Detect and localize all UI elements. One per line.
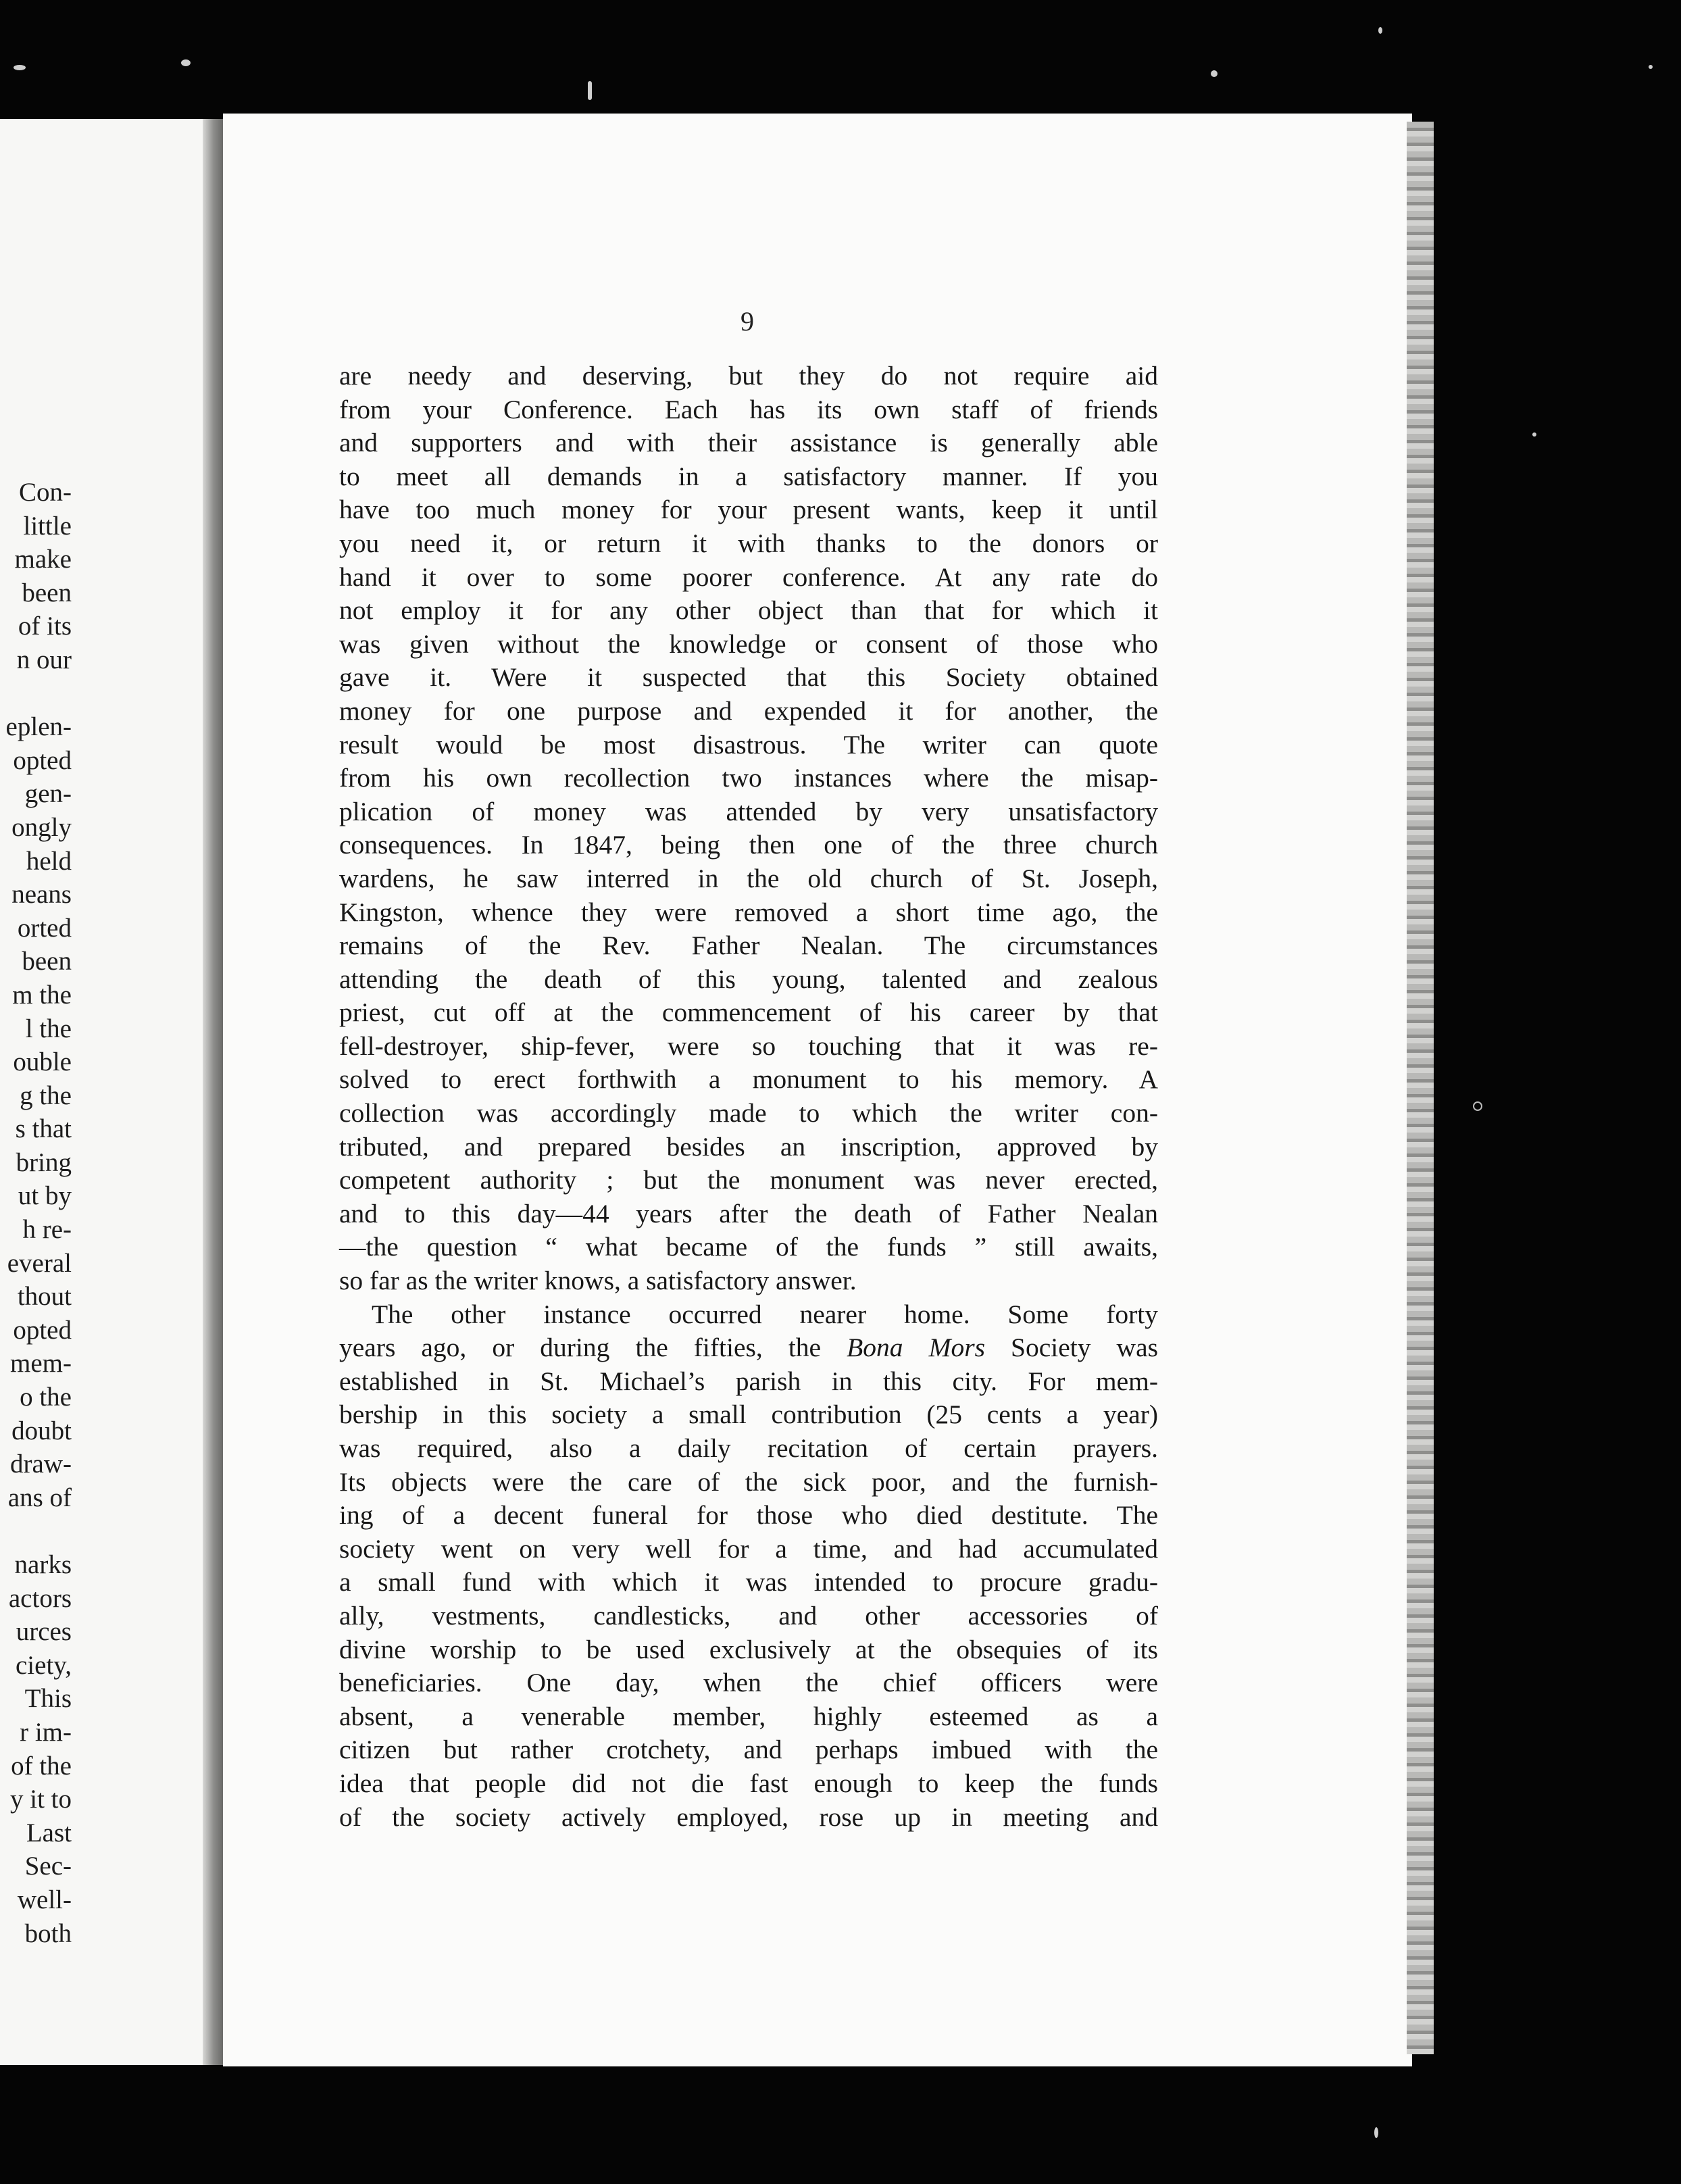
- text-line: result would be most disastrous. The writer can quote: [339, 729, 1158, 760]
- text-line: beneficiaries. One day, when the chief officers were: [339, 1668, 1158, 1698]
- text-line: absent, a venerable member, highly esteemed as a: [339, 1701, 1158, 1731]
- text-line: plication of money was attended by very unsatisfactory: [339, 796, 1158, 826]
- text-line: have too much money for your present wants, keep it until: [339, 495, 1158, 525]
- text-line: money for one purpose and expended it for another, the: [339, 695, 1158, 726]
- scan-speck: [1374, 2127, 1378, 2138]
- text-line: competent authority ; but the monument was never erected,: [339, 1165, 1158, 1195]
- left-fragment-line: orted: [17, 913, 72, 943]
- scan-speck: [1378, 27, 1382, 34]
- text-line: hand it over to some poorer conference. At any rate do: [339, 562, 1158, 592]
- left-fragment-line: doubt: [11, 1416, 72, 1445]
- left-fragment-line: m the: [12, 980, 72, 1010]
- text-line: gave it. Were it suspected that this Society obtained: [339, 662, 1158, 693]
- left-fragment-line: n our: [16, 645, 72, 674]
- text-line: ally, vestments, candlesticks, and other accessories of: [339, 1600, 1158, 1631]
- left-fragment-line: Con-: [19, 478, 72, 507]
- scan-speck: [1649, 65, 1653, 69]
- text-line: citizen but rather crotchety, and perhaps imbued with the: [339, 1735, 1158, 1765]
- left-fragment-line: been: [22, 947, 72, 976]
- left-fragment-line: y it to: [9, 1785, 72, 1814]
- scan-speck: [1532, 432, 1536, 437]
- text-line: ing of a decent funeral for those who died destitute. The: [339, 1500, 1158, 1531]
- left-fragment-line: s that: [15, 1114, 72, 1144]
- page-body: [339, 359, 1158, 1834]
- page-edge: [1407, 122, 1434, 2054]
- text-line: was required, also a daily recitation of certain prayers.: [339, 1433, 1158, 1463]
- text-line: [339, 1331, 1158, 1365]
- text-line: divine worship to be used exclusively at the obsequies of its: [339, 1634, 1158, 1664]
- text-segment: years ago, or during the fifties, the: [339, 1333, 847, 1363]
- left-fragment-line: everal: [7, 1248, 72, 1278]
- book-gutter: [203, 119, 223, 2065]
- left-fragment-line: actors: [8, 1583, 72, 1613]
- text-line: wardens, he saw interred in the old church of St. Joseph,: [339, 863, 1158, 893]
- left-page-text-fragments: [0, 476, 72, 1950]
- scan-speck: [1473, 1101, 1482, 1111]
- left-fragment-line: ongly: [11, 812, 72, 842]
- left-fragment-line: opted: [13, 745, 72, 775]
- text-line: priest, cut off at the commencement of his career by that: [339, 997, 1158, 1028]
- left-fragment-line: ciety,: [15, 1650, 72, 1680]
- left-fragment-line: ans of: [7, 1483, 72, 1512]
- scan-speck: [588, 81, 592, 100]
- text-line: from his own recollection two instances where the misap-: [339, 763, 1158, 793]
- text-line: from your Conference. Each has its own staff of friends: [339, 394, 1158, 424]
- text-line: not employ it for any other object than that for which it: [339, 595, 1158, 626]
- text-line: idea that people did not die fast enough to keep the funds: [339, 1768, 1158, 1798]
- text-line: Kingston, whence they were removed a short time ago, the: [339, 897, 1158, 927]
- text-line: to meet all demands in a satisfactory manner. If you: [339, 461, 1158, 491]
- text-line: of the society actively employed, rose up in meeting and: [339, 1802, 1158, 1832]
- left-fragment-line: g the: [20, 1081, 72, 1110]
- left-fragment-line: held: [26, 846, 72, 876]
- society-name: Bona Mors: [847, 1333, 985, 1363]
- left-fragment-line: r im-: [20, 1717, 72, 1747]
- left-fragment-line: Last: [26, 1818, 72, 1847]
- left-fragment-line: well-: [17, 1885, 72, 1914]
- text-line: so far as the writer knows, a satisfactory answer.: [339, 1266, 857, 1296]
- paragraph-1: [339, 359, 1158, 1298]
- text-line: and to this day—44 years after the death of Father Nealan: [339, 1198, 1158, 1228]
- left-fragment-line: ut by: [18, 1181, 72, 1211]
- left-fragment-line: [0, 1514, 72, 1548]
- left-fragment-line: This: [24, 1684, 72, 1714]
- text-segment: Society was: [984, 1333, 1158, 1363]
- left-fragment-line: opted: [13, 1315, 72, 1345]
- text-line: society went on very well for a time, and had accumulated: [339, 1533, 1158, 1564]
- left-fragment-line: make: [14, 545, 72, 574]
- left-fragment-line: l the: [25, 1014, 72, 1043]
- left-fragment-line: eplen-: [5, 712, 72, 742]
- text-line: remains of the Rev. Father Nealan. The circumstances: [339, 930, 1158, 961]
- text-line: fell-destroyer, ship-fever, were so touching that it was re-: [339, 1031, 1158, 1061]
- left-fragment-line: urces: [16, 1617, 72, 1647]
- text-line: consequences. In 1847, being then one of the three church: [339, 830, 1158, 860]
- text-line: attending the death of this young, talented and zealous: [339, 964, 1158, 994]
- left-fragment-line: thout: [17, 1282, 72, 1312]
- left-fragment-line: little: [23, 511, 72, 541]
- left-fragment-line: been: [22, 578, 72, 607]
- left-facing-page: [0, 119, 215, 2065]
- left-fragment-line: gen-: [24, 779, 72, 809]
- scan-speck: [1211, 70, 1218, 77]
- left-fragment-line: of the: [11, 1751, 72, 1781]
- scan-speck: [181, 59, 191, 66]
- text-line: and supporters and with their assistance is generally able: [339, 428, 1158, 458]
- page-number: 9: [741, 306, 754, 337]
- text-line: established in St. Michael’s parish in this city. For mem-: [339, 1366, 1158, 1396]
- left-fragment-line: of its: [18, 612, 72, 641]
- left-fragment-line: o the: [20, 1383, 72, 1412]
- left-fragment-line: Sec-: [24, 1852, 72, 1881]
- left-fragment-line: ouble: [13, 1047, 72, 1077]
- left-fragment-line: h re-: [22, 1215, 72, 1245]
- left-fragment-line: mem-: [10, 1349, 72, 1379]
- left-fragment-line: both: [24, 1918, 72, 1948]
- scan-speck: [14, 65, 26, 70]
- text-line: The other instance occurred nearer home. Some forty: [372, 1299, 1158, 1329]
- left-fragment-line: bring: [16, 1147, 72, 1177]
- left-fragment-line: narks: [14, 1550, 72, 1579]
- text-line: Its objects were the care of the sick poor, and the furnish-: [339, 1466, 1158, 1497]
- left-fragment-line: draw-: [10, 1449, 72, 1479]
- text-line: bership in this society a small contribution (25 cents a year): [339, 1399, 1158, 1430]
- text-line: are needy and deserving, but they do not require aid: [339, 361, 1158, 391]
- text-line: was given without the knowledge or consent of those who: [339, 628, 1158, 659]
- text-line: —the question “ what became of the funds ” still awaits,: [339, 1232, 1158, 1262]
- left-fragment-line: [0, 677, 72, 711]
- left-fragment-line: neans: [11, 880, 72, 910]
- text-line: collection was accordingly made to which the writer con-: [339, 1098, 1158, 1128]
- text-line: tributed, and prepared besides an inscription, approved by: [339, 1131, 1158, 1162]
- text-line: you need it, or return it with thanks to the donors or: [339, 528, 1158, 558]
- paragraph-2: [339, 1298, 1158, 1835]
- text-line: a small fund with which it was intended to procure gradu-: [339, 1567, 1158, 1597]
- text-line: solved to erect forthwith a monument to his memory. A: [339, 1064, 1158, 1095]
